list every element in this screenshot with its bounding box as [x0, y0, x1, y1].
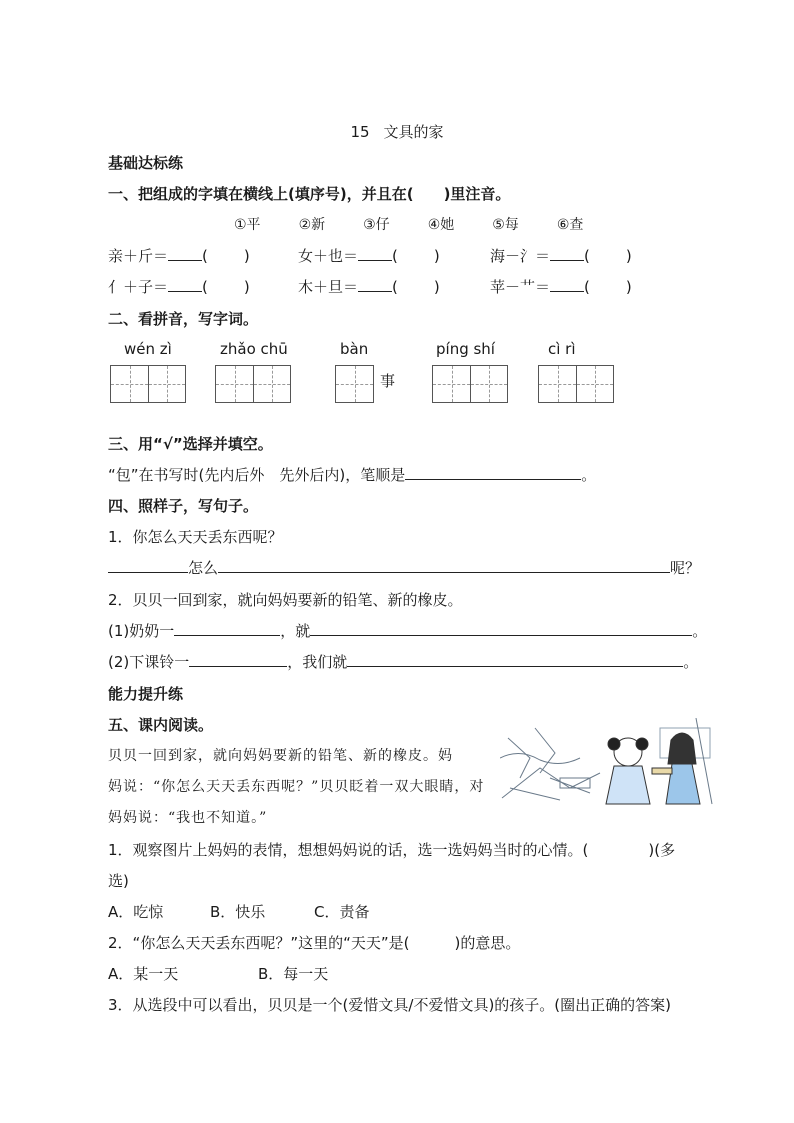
- writing-grid-3[interactable]: [335, 365, 374, 403]
- answer-blank[interactable]: [168, 246, 202, 261]
- answer-blank[interactable]: [550, 277, 584, 292]
- answer-blank[interactable]: [174, 621, 280, 636]
- q3-heading: 三、用“√”选择并填空。: [108, 435, 273, 453]
- q1-row1-item2: 女＋也＝ ( ): [298, 247, 440, 265]
- q4-item2: 2．贝贝一回到家，就向妈妈要新的铅笔、新的橡皮。: [108, 591, 463, 609]
- stroke-order-blank[interactable]: [405, 465, 581, 480]
- pinyin-5: cì rì: [548, 340, 576, 358]
- q4-sub1: (1)奶奶一 ，就 。: [108, 622, 708, 640]
- pinyin-1: wén zì: [124, 340, 172, 358]
- q4-heading: 四、照样子，写句子。: [108, 497, 259, 515]
- answer-blank[interactable]: [189, 652, 287, 667]
- answer-blank[interactable]: [168, 277, 202, 292]
- choice-item: ⑤每: [492, 217, 519, 233]
- answer-blank[interactable]: [310, 621, 692, 636]
- q5-option[interactable]: B．快乐: [210, 903, 266, 921]
- q1-row1-item3: 海－氵＝ ( ): [490, 247, 632, 265]
- q5-item1-line1: 1．观察图片上妈妈的表情，想想妈妈说的话，选一选妈妈当时的心情。( )(多: [108, 841, 676, 859]
- choice-item: ②新: [298, 217, 326, 233]
- q1-row1-item1: 亲＋斤＝ ( ): [108, 247, 250, 265]
- grid-suffix-char: 事: [380, 372, 396, 390]
- writing-grid-4[interactable]: [432, 365, 508, 403]
- q5-option[interactable]: B．每一天: [258, 965, 329, 983]
- q5-item2: 2．“你怎么天天丢东西呢？”这里的“天天”是( )的意思。: [108, 934, 521, 952]
- section-ability: 能力提升练: [108, 685, 184, 703]
- q5-option[interactable]: A．吃惊: [108, 903, 164, 921]
- writing-grid-2[interactable]: [215, 365, 291, 403]
- q5-item1-line2: 选): [108, 872, 129, 890]
- choice-item: ③仔: [363, 217, 390, 233]
- q5-heading: 五、课内阅读。: [108, 716, 214, 734]
- pinyin-3: bàn: [340, 340, 369, 358]
- lesson-title: 文具的家: [383, 123, 444, 141]
- q5-option[interactable]: C．责备: [314, 903, 370, 921]
- section-basic: 基础达标练: [108, 154, 184, 172]
- passage-line: 妈说：“你怎么天天丢东西呢？”贝贝眨着一双大眼睛，对: [108, 779, 485, 795]
- page-title: [0, 121, 794, 142]
- q1-heading: 一、把组成的字填在横线上(填序号)，并且在( )里注音。: [108, 185, 511, 203]
- answer-blank[interactable]: [358, 277, 392, 292]
- q5-option[interactable]: A．某一天: [108, 965, 179, 983]
- answer-blank[interactable]: [347, 652, 683, 667]
- passage-line: 妈妈说：“我也不知道。”: [108, 810, 268, 826]
- q5-item3: 3．从选段中可以看出，贝贝是一个(爱惜文具/不爱惜文具)的孩子。(圈出正确的答案): [108, 996, 672, 1014]
- answer-blank[interactable]: [108, 558, 188, 573]
- writing-grid-5[interactable]: [538, 365, 614, 403]
- q4-item1: 1．你怎么天天丢东西呢？: [108, 528, 283, 546]
- q2-heading: 二、看拼音，写字词。: [108, 310, 259, 328]
- choice-item: ④她: [427, 217, 455, 233]
- illustration-girl-and-mother: [500, 718, 722, 806]
- q1-row2-item3: 苹－艹＝ ( ): [490, 278, 632, 296]
- writing-grid-1[interactable]: [110, 365, 186, 403]
- q3-sentence: “包”在书写时(先内后外 先外后内)，笔顺是 。: [108, 466, 597, 484]
- q4-item1-answer: 怎么 呢？: [108, 557, 700, 578]
- q1-choices: [234, 214, 621, 234]
- passage-line: 贝贝一回到家，就向妈妈要新的铅笔、新的橡皮。妈: [108, 748, 453, 764]
- pinyin-2: zhǎo chū: [220, 340, 288, 358]
- answer-blank[interactable]: [358, 246, 392, 261]
- answer-blank[interactable]: [218, 558, 670, 573]
- choice-item: ⑥查: [556, 217, 584, 233]
- pinyin-4: píng shí: [436, 340, 495, 358]
- lesson-number: 15: [350, 123, 370, 141]
- choice-item: ①平: [234, 217, 261, 233]
- answer-blank[interactable]: [550, 246, 584, 261]
- q4-sub2: (2)下课铃一 ，我们就 。: [108, 653, 699, 671]
- q1-row2-item2: 木＋旦＝ ( ): [298, 278, 440, 296]
- q1-row2-item1: 亻＋子＝ ( ): [108, 278, 250, 296]
